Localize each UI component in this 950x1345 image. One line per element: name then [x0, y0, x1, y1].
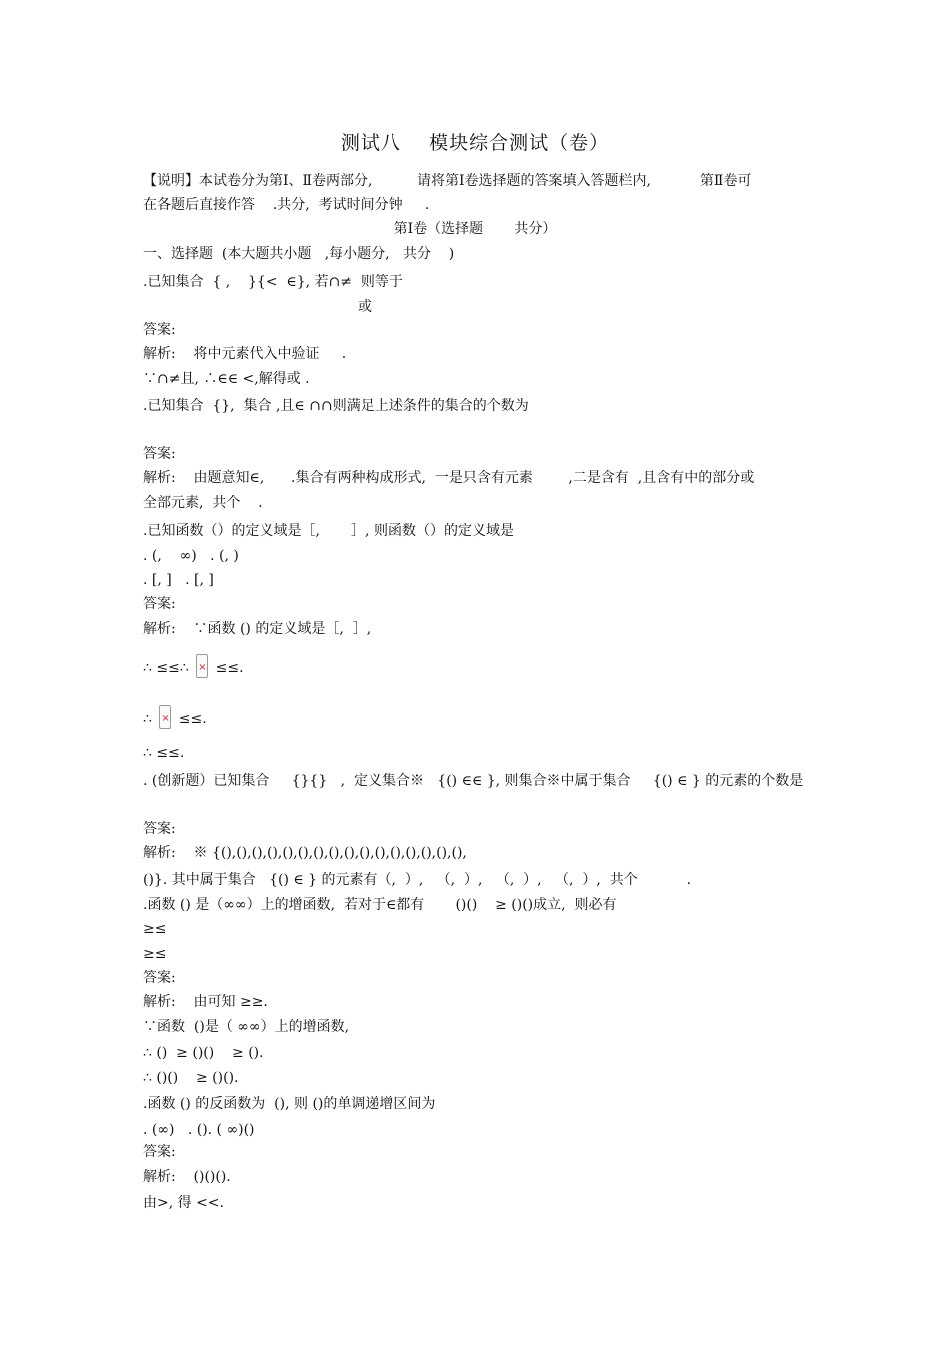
analysis-line	[143, 705, 207, 729]
analysis-line: 解析: ∵函数 () 的定义域是［, ］,	[143, 621, 372, 637]
analysis-line: ()}. 其中属于集合 {() ∈ } 的元素有（, ）, （, ）, （, ）, （, ）, 共个 .	[143, 872, 692, 888]
analysis-line: 全部元素, 共个 .	[143, 495, 263, 511]
document-title: 测试八 模块综合测试（卷）	[340, 132, 610, 154]
question-1: .已知集合 { , }{< ∈}, 若∩≠ 则等于	[143, 274, 403, 290]
analysis-line: ∵函数 ()是（ ∞∞）上的增函数,	[143, 1019, 350, 1035]
instructions-line-2: 在各题后直接作答 .共分, 考试时间分钟 .	[143, 197, 430, 213]
analysis-text: ≤≤.	[174, 711, 207, 727]
question-5-option: ≥≤	[143, 921, 167, 937]
analysis-line: ∴ () ≥ ()() ≥ ().	[143, 1045, 264, 1061]
answer-label: 答案:	[143, 970, 176, 986]
analysis-line: 解析: 由题意知∈, .集合有两种构成形式, 一是只含有元素 ,二是含有 ,且含有中的部分或	[143, 470, 755, 486]
question-3-options-cd: . [, ] . [, ]	[143, 572, 214, 588]
analysis-line: ∴ ()() ≥ ()().	[143, 1070, 239, 1086]
question-5-option: ≥≤	[143, 946, 167, 962]
analysis-text: ∴	[143, 711, 157, 727]
question-5: .函数 () 是（∞∞）上的增函数, 若对于∈都有 ()() ≥ ()()成立, 则必有	[143, 897, 617, 913]
analysis-line: 解析: ※ {(),(),(),(),(),(),(),(),(),(),(),(),(),(),(),(),	[143, 845, 467, 861]
analysis-text: ∴ ≤≤∴	[143, 660, 194, 676]
answer-label: 答案:	[143, 821, 176, 837]
answer-label: 答案:	[143, 322, 176, 338]
analysis-line: 由>, 得 <<.	[143, 1195, 224, 1211]
question-2: .已知集合 {}, 集合 ,且∈ ∩∩则满足上述条件的集合的个数为	[143, 398, 529, 414]
question-4: . (创新题）已知集合 {}{} , 定义集合※ {() ∈∈ }, 则集合※中属于集合 {() ∈ } 的元素的个数是	[143, 773, 804, 789]
section-heading: 第Ⅰ卷（选择题 共分）	[393, 221, 557, 237]
missing-formula-icon	[196, 654, 208, 678]
analysis-line: 解析: 由可知 ≥≥.	[143, 994, 268, 1010]
question-1-option: 或	[358, 299, 372, 315]
analysis-line	[143, 654, 244, 678]
answer-label: 答案:	[143, 446, 176, 462]
question-3-options-ab: . (, ∞) . (, )	[143, 548, 239, 564]
analysis-line: ∴ ≤≤.	[143, 745, 185, 761]
analysis-line: ∵∩≠且, ∴∈∈ <,解得或 .	[143, 371, 310, 387]
missing-formula-icon	[159, 705, 171, 729]
question-6: .函数 () 的反函数为 (), 则 ()的单调递增区间为	[143, 1096, 436, 1112]
analysis-text: ≤≤.	[211, 660, 244, 676]
part-heading: 一、选择题 (本大题共小题 ,每小题分, 共分 )	[143, 246, 455, 262]
question-6-options: . (∞) . (). ( ∞)()	[143, 1122, 255, 1138]
answer-label: 答案:	[143, 596, 176, 612]
question-3: .已知函数（）的定义域是［, ］, 则函数（）的定义域是	[143, 523, 514, 539]
instructions-line-1: 【说明】本试卷分为第Ⅰ、Ⅱ卷两部分, 请将第Ⅰ卷选择题的答案填入答题栏内, 第Ⅱ卷可	[143, 173, 752, 189]
analysis-line: 解析: 将中元素代入中验证 .	[143, 346, 347, 362]
answer-label: 答案:	[143, 1144, 176, 1160]
analysis-line: 解析: ()()().	[143, 1169, 231, 1185]
